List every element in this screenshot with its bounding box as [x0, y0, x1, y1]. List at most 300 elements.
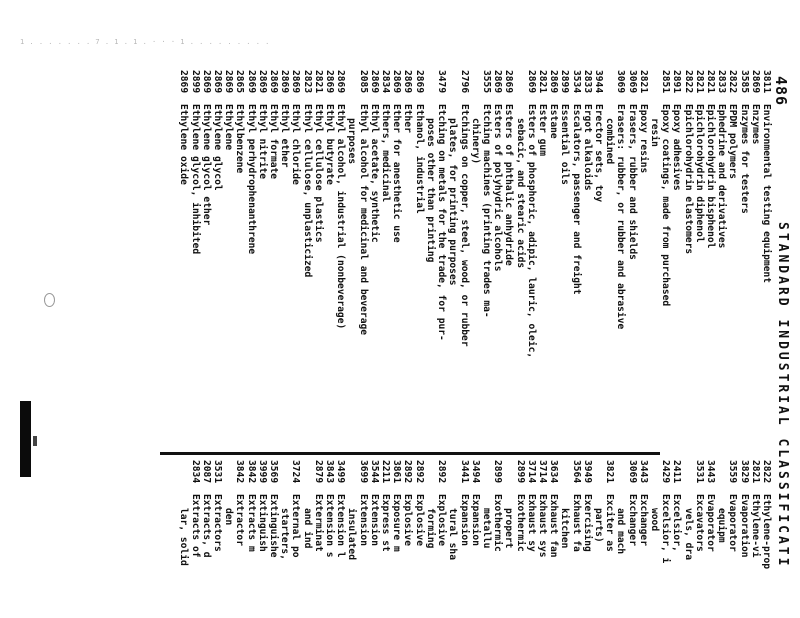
index-entry: [626, 460, 637, 618]
index-entry: [402, 460, 413, 618]
industry-title: Esters of phthalic anhydride: [503, 104, 515, 266]
industry-title: den: [223, 508, 235, 526]
index-entry: [212, 70, 223, 446]
sic-code: 2892: [413, 460, 425, 484]
industry-title: Excelsior, i: [660, 494, 672, 564]
industry-title: Evaporator: [704, 494, 716, 552]
index-entry: [335, 70, 346, 446]
industry-title: Epoxy resins: [637, 104, 649, 174]
index-entry-continuation: [425, 70, 436, 446]
industry-title: Etching machines (printing trades ma-: [480, 104, 492, 318]
sic-code: 2821: [704, 70, 716, 94]
industry-title: Expansion: [458, 494, 470, 546]
index-entry: [189, 70, 200, 446]
index-entry-continuation: [503, 460, 514, 618]
industry-title: Epoxy adhesives: [671, 104, 683, 191]
sic-code: 3585: [738, 70, 750, 94]
industry-title: vels, dra: [682, 508, 694, 560]
index-entry: [234, 460, 245, 618]
index-entry: [514, 460, 525, 618]
index-entry: [626, 70, 637, 446]
index-entry: [705, 70, 716, 446]
index-entry-continuation: [178, 460, 189, 618]
sic-code: 2869: [178, 70, 190, 94]
index-entry: [570, 460, 581, 618]
sic-code: 3811: [761, 70, 772, 94]
industry-title: Ethers, medicinal: [380, 104, 392, 203]
industry-title: Environmental testing equipment: [761, 104, 772, 284]
industry-title: Ethanol, industrial: [413, 104, 425, 214]
industry-title: Estane: [548, 104, 560, 139]
index-entry: [268, 70, 279, 446]
sic-code: 3494: [469, 460, 481, 484]
index-entry: [369, 70, 380, 446]
industry-title: wood: [648, 508, 660, 532]
industry-title: poses other than printing: [424, 118, 436, 263]
industry-title: Exothermic: [492, 494, 504, 552]
industry-title: Exchanger: [637, 494, 649, 546]
punch-hole: [44, 293, 55, 307]
sic-code: 2869: [368, 70, 380, 94]
index-entry: [458, 70, 469, 446]
index-entry: [682, 70, 693, 446]
index-entry: [324, 460, 335, 618]
industry-title: Ethylene glycol: [212, 104, 224, 191]
industry-title: Extractors: [212, 494, 224, 552]
industry-title: Explosive: [413, 494, 425, 546]
sic-code: 2869: [256, 70, 268, 94]
sic-code: 3479: [436, 70, 448, 94]
industry-title: Ethylbenzene: [234, 104, 246, 174]
sic-code: 2869: [525, 70, 537, 94]
sic-code: 3569: [268, 460, 280, 484]
index-entry-continuation: [223, 460, 234, 618]
index-entry-continuation: [470, 70, 481, 446]
sic-code: 2821: [312, 70, 324, 94]
industry-title: Enzymes for testers: [738, 104, 750, 214]
index-entry: [470, 460, 481, 618]
sic-code: 2899: [514, 460, 526, 484]
industry-title: forming: [424, 508, 436, 549]
industry-title: Extracts, d: [200, 494, 212, 558]
index-entry: [481, 70, 492, 446]
industry-title: Extracts m: [245, 494, 257, 552]
industry-title: insulated: [346, 508, 358, 560]
industry-title: Evaporator: [727, 494, 739, 552]
industry-title: and mach: [615, 508, 627, 555]
sic-code: 2869: [413, 70, 425, 94]
sic-code: 3559: [727, 460, 739, 484]
index-entry-continuation: [682, 460, 693, 618]
sic-code: 2087: [200, 460, 212, 484]
sic-code: 3069: [626, 460, 638, 484]
index-entry-continuation: [279, 460, 290, 618]
sic-code: 3821: [604, 460, 616, 484]
index-entry: [201, 460, 212, 618]
sic-code: 2869: [223, 70, 235, 94]
sic-code: 2869: [324, 70, 336, 94]
sic-code: 3443: [637, 460, 649, 484]
sic-code: 3443: [704, 460, 716, 484]
index-entry: [526, 70, 537, 446]
index-entry: [738, 460, 749, 618]
sic-code: 3842: [234, 460, 246, 484]
industry-title: propert: [503, 508, 515, 549]
sic-code: 2869: [548, 70, 560, 94]
running-head: STANDARD INDUSTRIAL CLASSIFICATI: [775, 222, 790, 569]
sic-code: 2822: [727, 70, 739, 94]
index-entry: [492, 460, 503, 618]
industry-title: Etching on metals for the trade, for pur-: [436, 104, 448, 341]
index-entry: [380, 460, 391, 618]
index-entry: [335, 460, 346, 618]
industry-title: Extinguishe: [268, 494, 280, 558]
industry-title: Ethyl alcohol for medicinal and beverage: [357, 104, 369, 336]
sic-code: 2821: [637, 70, 649, 94]
industry-title: External po: [290, 494, 302, 558]
sic-code: 3699: [357, 460, 369, 484]
industry-title: Ergot alkaloids: [581, 104, 593, 191]
index-entry: [402, 70, 413, 446]
index-entry-continuation: [604, 70, 615, 446]
sic-code: 2891: [671, 70, 683, 94]
index-entry: [201, 70, 212, 446]
index-entry: [671, 70, 682, 446]
index-entry: [189, 460, 200, 618]
sic-code: 2822: [761, 460, 772, 484]
industry-title: and ind: [301, 508, 313, 549]
index-entry: [526, 460, 537, 618]
industry-title: Escalators, passenger and freight: [570, 104, 582, 295]
sic-code: 2869: [402, 70, 414, 94]
industry-title: Ether: [402, 104, 414, 133]
index-entry: [738, 70, 749, 446]
index-entry: [537, 70, 548, 446]
sic-code: 3949: [581, 460, 593, 484]
index-entry: [380, 70, 391, 446]
industry-title: Exhaust fan: [548, 494, 560, 558]
industry-title: Ethyl nitrite: [256, 104, 268, 180]
industry-title: Extension: [357, 494, 369, 546]
sic-code: 2211: [380, 460, 392, 484]
index-entry: [548, 70, 559, 446]
index-entry: [716, 70, 727, 446]
index-entry: [671, 460, 682, 618]
index-entry: [234, 70, 245, 446]
sic-code: 3843: [324, 460, 336, 484]
index-entry: [750, 460, 761, 618]
index-entry: [705, 460, 716, 618]
industry-title: Expansion: [469, 494, 481, 546]
index-entry: [570, 70, 581, 446]
index-entry: [436, 70, 447, 446]
index-entry: [257, 460, 268, 618]
index-entry-continuation: [346, 460, 357, 618]
industry-title: Erasers: rubber, or rubber and abrasive: [615, 104, 627, 330]
index-entry: [313, 70, 324, 446]
index-entry: [357, 460, 368, 618]
industry-title: Ethyl formate: [268, 104, 280, 180]
sic-code: 2899: [492, 460, 504, 484]
industry-title: Ethylene oxide: [178, 104, 190, 185]
index-entry: [458, 460, 469, 618]
sic-code: 2851: [660, 70, 672, 94]
industry-title: starters,: [279, 508, 291, 560]
sic-code: 2821: [693, 70, 705, 94]
left-index-column: [178, 70, 772, 446]
sic-code: 2869: [335, 70, 347, 94]
industry-title: Ethyl chloride: [290, 104, 302, 185]
index-entry: [414, 70, 425, 446]
industry-title: Epichlorohydrin bisphenol: [704, 104, 716, 249]
sic-code: 2834: [380, 70, 392, 94]
index-entry-continuation: [425, 460, 436, 618]
sic-code: 2429: [660, 460, 672, 484]
sic-code: 2869: [200, 70, 212, 94]
industry-title: Esters of polyhydric alcohols: [492, 104, 504, 272]
sic-code: 2869: [503, 70, 515, 94]
index-entry: [290, 70, 301, 446]
industry-title: Epichlorohydrin elastomers: [682, 104, 694, 255]
index-entry: [436, 460, 447, 618]
rotated-document-page: [130, 62, 800, 618]
industry-title: plates, for printing purposes: [447, 118, 459, 286]
industry-title: chinery): [469, 118, 481, 165]
industry-title: Exhaust sys: [536, 494, 548, 558]
industry-title: Essential oils: [559, 104, 571, 185]
index-entry: [559, 70, 570, 446]
industry-title: Epoxy coatings, made from purchased: [660, 104, 672, 307]
industry-title: Exterminat: [312, 494, 324, 552]
industry-title: Ethyl cellulose, unplasticized: [301, 104, 313, 278]
industry-title: Ethyl butyrate: [324, 104, 336, 185]
index-entry: [604, 460, 615, 618]
sic-code: 3441: [458, 460, 470, 484]
index-entry: [290, 460, 301, 618]
industry-title: Ethylene: [223, 104, 235, 151]
index-entry: [537, 460, 548, 618]
sic-code: 3861: [391, 460, 403, 484]
industry-title: Explosive: [436, 494, 448, 546]
scan-speck: [33, 436, 37, 446]
sic-code: 3842: [245, 460, 257, 484]
industry-title: lar, solid: [178, 508, 190, 566]
sic-code: 2869: [268, 70, 280, 94]
sic-code: 2833: [716, 70, 728, 94]
index-entry-continuation: [447, 460, 458, 618]
index-entry: [369, 460, 380, 618]
industry-title: Evaporation: [738, 494, 750, 558]
sic-code: 3829: [738, 460, 750, 484]
industry-title: Extension s: [324, 494, 336, 558]
sic-code: 2869: [212, 70, 224, 94]
index-entry: [750, 70, 761, 446]
sic-code: 2865: [234, 70, 246, 94]
page-number: 486: [772, 76, 790, 107]
index-entry: [245, 460, 256, 618]
industry-title: Exothermic: [514, 494, 526, 552]
industry-title: Ethyl ether: [279, 104, 291, 168]
margin-binding-mark: [20, 401, 31, 477]
industry-title: Esters of phosphoric, adipic, lauric, oleic,: [525, 104, 537, 359]
sic-code: 2899: [189, 70, 201, 94]
index-entry: [503, 70, 514, 446]
index-entry-continuation: [593, 460, 604, 618]
industry-title: Ethyl cellulose plastics: [312, 104, 324, 243]
index-entry: [492, 70, 503, 446]
industry-title: Ethyl acetate, synthetic: [368, 104, 380, 243]
index-entry: [638, 70, 649, 446]
index-entry: [582, 70, 593, 446]
sic-code: 2796: [458, 70, 470, 94]
sic-code: 2834: [189, 460, 201, 484]
industry-title: resin: [648, 118, 660, 147]
industry-title: Exchanger: [626, 494, 638, 546]
index-entry-continuation: [514, 70, 525, 446]
index-entry-continuation: [559, 460, 570, 618]
sic-code: 2899: [559, 70, 571, 94]
index-entry: [391, 70, 402, 446]
index-entry-continuation: [649, 460, 660, 618]
industry-title: Enzymes: [749, 104, 761, 145]
industry-title: Extension l: [335, 494, 347, 558]
index-entry-continuation: [301, 460, 312, 618]
sic-code: 2869: [245, 70, 257, 94]
sic-code: 2411: [671, 460, 683, 484]
industry-title: Exercising: [581, 494, 593, 552]
industry-title: Explosive: [402, 494, 414, 546]
index-entry: [223, 70, 234, 446]
index-entry: [694, 70, 705, 446]
sic-code: 2833: [581, 70, 593, 94]
index-entry: [268, 460, 279, 618]
industry-title: Ethylene glycol, inhibited: [189, 104, 201, 255]
sic-code: 3555: [480, 70, 492, 94]
index-entry: [357, 70, 368, 446]
index-entry: [761, 70, 772, 446]
industry-title: combined: [604, 118, 616, 165]
industry-title: Excelsior,: [671, 494, 683, 552]
index-entry: [279, 70, 290, 446]
index-entry: [391, 460, 402, 618]
industry-title: Extinguish: [256, 494, 268, 552]
sic-code: 2879: [312, 460, 324, 484]
index-entry: [324, 70, 335, 446]
index-entry-continuation: [716, 460, 727, 618]
industry-title: Ethylene glycol ether: [200, 104, 212, 226]
sic-code: 2869: [279, 70, 291, 94]
industry-title: Ethyl alcohol, industrial (nonbeverage): [335, 104, 347, 330]
industry-title: equipm: [716, 508, 728, 543]
index-entry: [660, 70, 671, 446]
sic-code: 3499: [335, 460, 347, 484]
index-entry: [245, 70, 256, 446]
index-entry-continuation: [346, 70, 357, 446]
industry-title: Extension: [368, 494, 380, 546]
sic-code: 2892: [402, 460, 414, 484]
industry-title: Exhaust sy: [525, 494, 537, 552]
industry-title: metallu: [480, 508, 492, 549]
scan-header-strip: 1 . . . . . . . 7 . 1 . 1 . · · · 1 . . . . . . . . .: [20, 38, 270, 46]
sic-code: 3531: [212, 460, 224, 484]
index-entry: [660, 460, 671, 618]
sic-code: 2821: [749, 460, 761, 484]
index-entry-continuation: [447, 70, 458, 446]
industry-title: Extractor: [234, 494, 246, 546]
index-entry: [414, 460, 425, 618]
sic-code: 2085: [357, 70, 369, 94]
index-entry-continuation: [615, 460, 626, 618]
sic-code: 2869: [749, 70, 761, 94]
index-entry: [548, 460, 559, 618]
index-entry: [257, 70, 268, 446]
industry-title: Ephedrine and derivatives: [716, 104, 728, 249]
sic-code: 3564: [570, 460, 582, 484]
industry-title: Express st: [380, 494, 392, 552]
industry-title: Extracts of: [189, 494, 201, 558]
sic-code: 2892: [436, 460, 448, 484]
industry-title: Ethylene-prop: [761, 494, 772, 570]
index-entry: [727, 460, 738, 618]
sic-code: 2869: [391, 70, 403, 94]
industry-title: Epichlorohydrin diphenol: [693, 104, 705, 243]
sic-code: 3944: [592, 70, 604, 94]
index-entry-continuation: [481, 460, 492, 618]
column-divider-rule: [160, 452, 660, 455]
sic-code: 2823: [301, 70, 313, 94]
sic-code: 3714: [536, 460, 548, 484]
industry-title: Exposure m: [391, 494, 403, 552]
industry-title: kitchen: [559, 508, 571, 549]
index-entry: [178, 70, 189, 446]
industry-title: Exciter as: [604, 494, 616, 552]
index-entry: [615, 70, 626, 446]
sic-code: 3544: [368, 460, 380, 484]
sic-code: 3714: [525, 460, 537, 484]
industry-title: Erector sets, toy: [592, 104, 604, 203]
industry-title: Ethylene-vi: [749, 494, 761, 558]
industry-title: EPDM polymers: [727, 104, 739, 180]
index-entry: [593, 70, 604, 446]
industry-title: purposes: [346, 118, 358, 165]
sic-code: 2821: [536, 70, 548, 94]
industry-title: sebacic, and stearic acids: [514, 118, 526, 269]
sic-code: 2869: [290, 70, 302, 94]
index-entry: [301, 70, 312, 446]
sic-code: 3999: [256, 460, 268, 484]
industry-title: Etchings on copper, steel, wood, or rubber: [458, 104, 470, 347]
sic-code: 2869: [492, 70, 504, 94]
index-entry: [761, 460, 772, 618]
industry-title: parts): [592, 508, 604, 543]
industry-title: Exhaust fa: [570, 494, 582, 552]
industry-title: tural sha: [447, 508, 459, 560]
index-entry: [313, 460, 324, 618]
index-entry: [694, 460, 705, 618]
index-entry: [582, 460, 593, 618]
sic-code: 3724: [290, 460, 302, 484]
sic-code: 3069: [626, 70, 638, 94]
sic-code: 3531: [693, 460, 705, 484]
industry-title: Ether for anesthetic use: [391, 104, 403, 243]
industry-title: Ester gum: [536, 104, 548, 156]
index-entry: [727, 70, 738, 446]
index-entry: [638, 460, 649, 618]
industry-title: Excavators: [693, 494, 705, 552]
sic-code: 3534: [570, 70, 582, 94]
industry-title: Ethyl perhydrophenanthrene: [245, 104, 257, 255]
index-entry-continuation: [649, 70, 660, 446]
